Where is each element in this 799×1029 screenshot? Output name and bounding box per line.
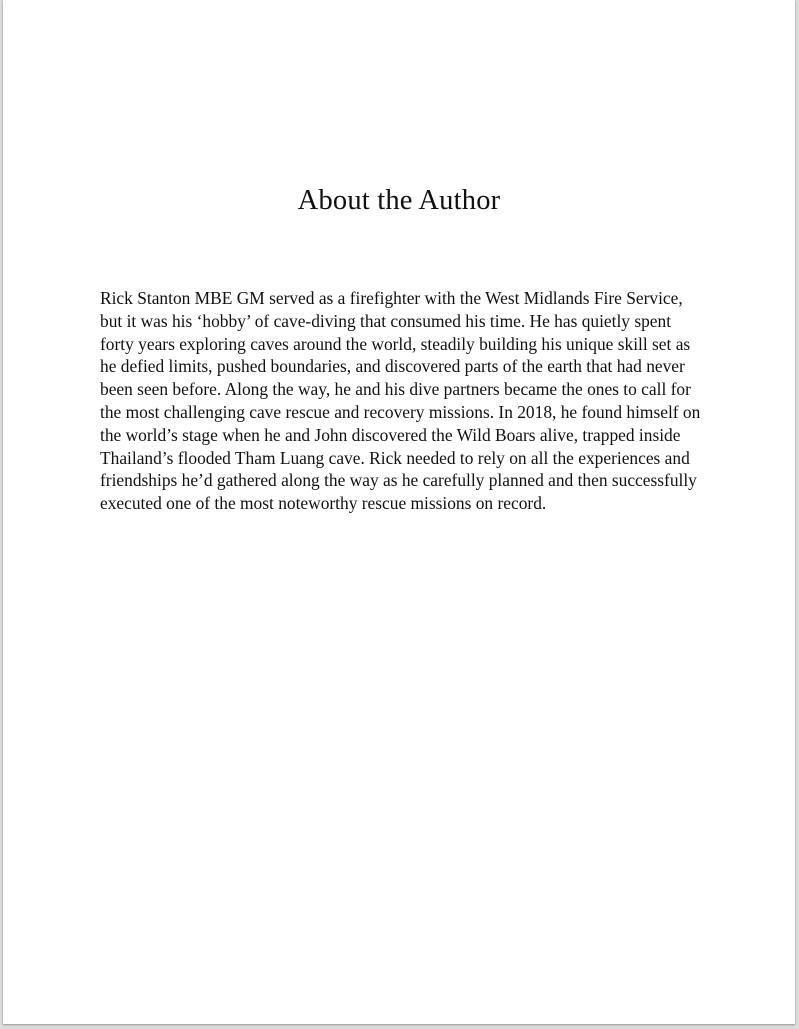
- document-page: [3, 0, 795, 1024]
- about-author-paragraph: Rick Stanton MBE GM served as a firefighter with the West Midlands Fire Service, but it was his ‘hobby’ of cave-diving that consumed his time. He has quietly spent forty years exploring caves around the world, steadily building his unique skill set as he defied limits, pushed boundaries, and discovered parts of the earth that had never been seen before. Along the way, he and his dive partners became the ones to call for the most challenging cave rescue and recovery missions. In 2018, he found himself on the world’s stage when he and John discovered the Wild Boars alive, trapped inside Thailand’s flooded Tham Luang cave. Rick needed to rely on all the experiences and friendships he’d gathered along the way as he carefully planned and then successfully executed one of the most noteworthy rescue missions on record.: [100, 288, 701, 514]
- page-title: About the Author: [297, 185, 501, 216]
